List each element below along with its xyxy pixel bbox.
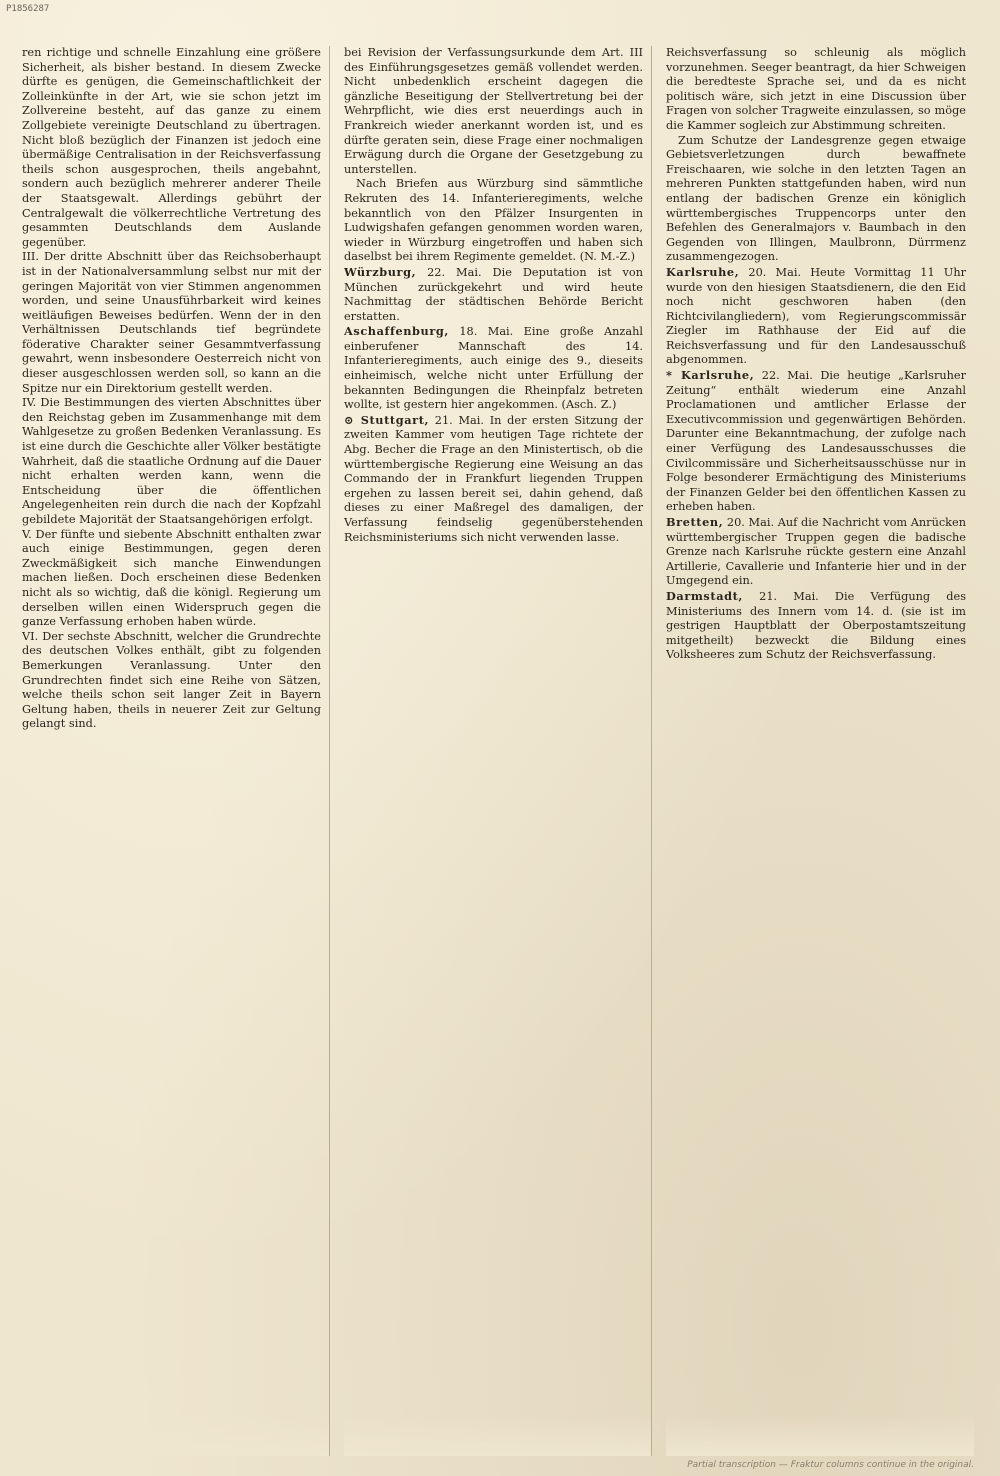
- dateline-place: Darmstadt,: [666, 588, 743, 603]
- paragraph: [344, 324, 643, 413]
- column-fade: [344, 1416, 651, 1456]
- paragraph-text: Zum Schutze der Landesgrenze gegen etwaige Gebietsverletzungen durch bewaffnete Freischaaren, wie solche in den letzten Tagen an mehreren Punkten stattgefunden haben, wird nun entlang der badischen Grenze ein königlich württembergisches Truppencorps unter den Befehlen des Generalmajors v. Baumbach in den Gegenden von Illingen, Maulbronn, Dürrmenz zusammengezogen.: [666, 133, 966, 264]
- dateline-place: Karlsruhe,: [666, 264, 740, 279]
- paragraph-text: 20. Mai. Heute Vormittag 11 Uhr wurde von den hiesigen Staatsdienern, die den Eid noch nicht geschworen haben (den Richtcivilangliedern), vom Regierungscommissär Ziegler im Rathhause der Eid auf die Reichsverfassung und für den Landesausschuß abgenommen.: [666, 265, 966, 367]
- paragraph: [344, 177, 643, 265]
- columns: [22, 46, 974, 1456]
- paragraph: [666, 46, 966, 134]
- paragraph: [344, 265, 643, 324]
- dateline-place: * Karlsruhe,: [666, 368, 755, 383]
- archive-id: P1856287: [6, 4, 50, 14]
- paragraph-text: bei Revision der Verfassungsurkunde dem Art. III des Einführungsgesetzes gemäß vollendet werden. Nicht unbedenklich erscheint dagegen die gänzliche Beseitigung der Stellvertretung bei der Wehrpflicht, wie dies erst neuerdings auch in Frankreich wieder anerkannt worden ist, und es dürfte geraten sein, diese Frage einer nochmaligen Erwägung durch die Organe der Gesetzgebung zu unterstellen.: [344, 46, 643, 176]
- paragraph-text: ren richtige und schnelle Einzahlung eine größere Sicherheit, als bisher bestand. In diesem Zwecke dürfte es genügen, die Gemeinschaftlichkeit der Zolleinkünfte in der Art, wie sie schon jetzt im Zollvereine besteht, auf das ganze zu einem Zollgebiete vereinigte Deutschland zu übertragen. Nicht bloß bezüglich der Finanzen ist jedoch eine übermäßige Centralisation in der Reichsverfassung theils schon ausgesprochen, theils angebahnt, sondern auch bezüglich mehrerer anderer Theile der Staatsgewalt. Allerdings gebührt der Centralgewalt die völkerrechtliche Vertretung des gesammten Deutschlands dem Auslande gegenüber.: [22, 46, 321, 249]
- column-fade: [666, 1416, 974, 1456]
- paragraph: [344, 413, 643, 545]
- column-left: [22, 46, 330, 1456]
- column-fade: [22, 1416, 329, 1456]
- transcription-note: Partial transcription — Fraktur columns continue in the original.: [687, 1460, 974, 1470]
- paragraph: [666, 265, 966, 368]
- paragraph: [344, 46, 643, 177]
- paragraph-text: 21. Mai. Die Verfügung des Ministeriums des Innern vom 14. d. (sie ist im gestrigen Hauptblatt der Oberpostamtszeitung mitgetheilt) bezweckt die Bildung eines Volksheeres zum Schutz der Reichsverfassung.: [666, 589, 966, 662]
- dateline-place: ⊙ Stuttgart,: [344, 412, 430, 427]
- paragraph-text: IV. Die Bestimmungen des vierten Abschnittes über den Reichstag geben im Zusammenhange mit dem Wahlgesetze zu großen Bedenken Veranlassung. Es ist eine durch die Geschichte aller Völker bestätigte Wahrheit, daß die staatliche Ordnung auf die Dauer nicht erhalten werden kann, wenn die Entscheidung über die öffentlichen Angelegenheiten rein durch die nach der Kopfzahl gebildete Majorität der Staatsangehörigen erfolgt.: [22, 396, 321, 526]
- paragraph-text: 20. Mai. Auf die Nachricht vom Anrücken württembergischer Truppen gegen die badische Grenze nach Karlsruhe rückte gestern eine Anzahl Artillerie, Cavallerie und Infanterie hier und in der Umgegend ein.: [666, 516, 966, 588]
- dateline-place: Würzburg,: [344, 264, 417, 279]
- paragraph: [22, 46, 321, 250]
- paragraph: [666, 368, 966, 515]
- paragraph-text: VI. Der sechste Abschnitt, welcher die Grundrechte des deutschen Volkes enthält, gibt zu folgenden Bemerkungen Veranlassung. Unter den Grundrechten findet sich eine Reihe von Sätzen, welche theils schon seit langer Zeit in Bayern Geltung haben, theils in neuerer Zeit zur Geltung gelangt sind.: [22, 629, 321, 731]
- paragraph: [22, 528, 321, 630]
- paragraph: [22, 396, 321, 527]
- column-middle: [344, 46, 652, 1456]
- column-right: [666, 46, 974, 1456]
- paragraph: [666, 589, 966, 663]
- paragraph-text: Reichsverfassung so schleunig als möglich vorzunehmen. Seeger beantragt, da hier Schweigen die beredteste Sprache sei, und da es nicht politisch wäre, sich jetzt in eine Discussion über Fragen von solcher Tragweite einzulassen, so möge die Kammer sogleich zur Abstimmung schreiten.: [666, 46, 966, 132]
- paragraph-text: 18. Mai. Eine große Anzahl einberufener Mannschaft des 14. Infanterieregiments, auch einige des 9., dieseits einheimisch, welche nicht unter Erfüllung der bekannten Bedingungen die Rheinpfalz betreten wollte, ist gestern hier angekommen. (Asch. Z.): [344, 325, 643, 412]
- dateline-place: Aschaffenburg,: [344, 324, 449, 339]
- paragraph: [22, 250, 321, 396]
- paragraph-text: Nach Briefen aus Würzburg sind sämmtliche Rekruten des 14. Infanterieregiments, welche bekanntlich von den Pfälzer Insurgenten in Ludwigshafen gefangen genommen worden waren, wieder in Würzburg eingetroffen und haben sich daselbst bei ihrem Regimente gemeldet. (N. M.-Z.): [344, 177, 643, 264]
- paragraph-text: III. Der dritte Abschnitt über das Reichsoberhaupt ist in der Nationalversammlung selbst nur mit der geringen Majorität von vier Stimmen angenommen worden, und seine Unausführbarkeit wird keines weitläufigen Beweises bedürfen. Wenn der in den Verhältnissen Deutschlands tief begründete föderative Charakter seiner Gesammtverfassung gewahrt, wenn insbesondere Oesterreich nicht von dieser ausgeschlossen werden soll, so kann an die Spitze nur ein Direktorium gestellt werden.: [22, 250, 321, 395]
- paragraph: [666, 515, 966, 589]
- paragraph-text: 22. Mai. Die heutige „Karlsruher Zeitung“ enthält wiederum eine Anzahl Proclamationen und amtlicher Erlasse der Executivcommission und gegenwärtigen Behörden. Darunter eine Bekanntmachung, der zufolge nach einer Verfügung des Landesausschusses die Civilcommissäre und Sicherheitsausschüsse nur in Folge besonderer Ermächtigung des Ministeriums der Finanzen Gelder bei den öffentlichen Kassen zu erheben haben.: [666, 369, 966, 514]
- dateline-place: Bretten,: [666, 515, 724, 529]
- paragraph-text: 21. Mai. In der ersten Sitzung der zweiten Kammer vom heutigen Tage richtete der Abg. Becher die Frage an den Ministertisch, ob die württembergische Regierung eine Weisung an das Commando der in Frankfurt liegenden Truppen ergehen zu lassen bereit sei, dahin gehend, daß dieses zu einer Maßregel des damaligen, der Verfassung feindselig gegenüberstehenden Reichsministeriums sich nicht verwenden lasse.: [344, 413, 643, 544]
- paragraph: [666, 134, 966, 265]
- paragraph: [22, 630, 321, 732]
- paragraph-text: V. Der fünfte und siebente Abschnitt enthalten zwar auch einige Bestimmungen, gegen deren Zweckmäßigkeit sich manche Einwendungen machen ließen. Doch erscheinen diese Bedenken nicht als so wichtig, daß die königl. Regierung um derselben willen einen Widerspruch gegen die ganze Verfassung erhoben haben würde.: [22, 527, 321, 629]
- paragraph-text: 22. Mai. Die Deputation ist von München zurückgekehrt und wird heute Nachmittag der städtischen Behörde Bericht erstatten.: [344, 265, 643, 323]
